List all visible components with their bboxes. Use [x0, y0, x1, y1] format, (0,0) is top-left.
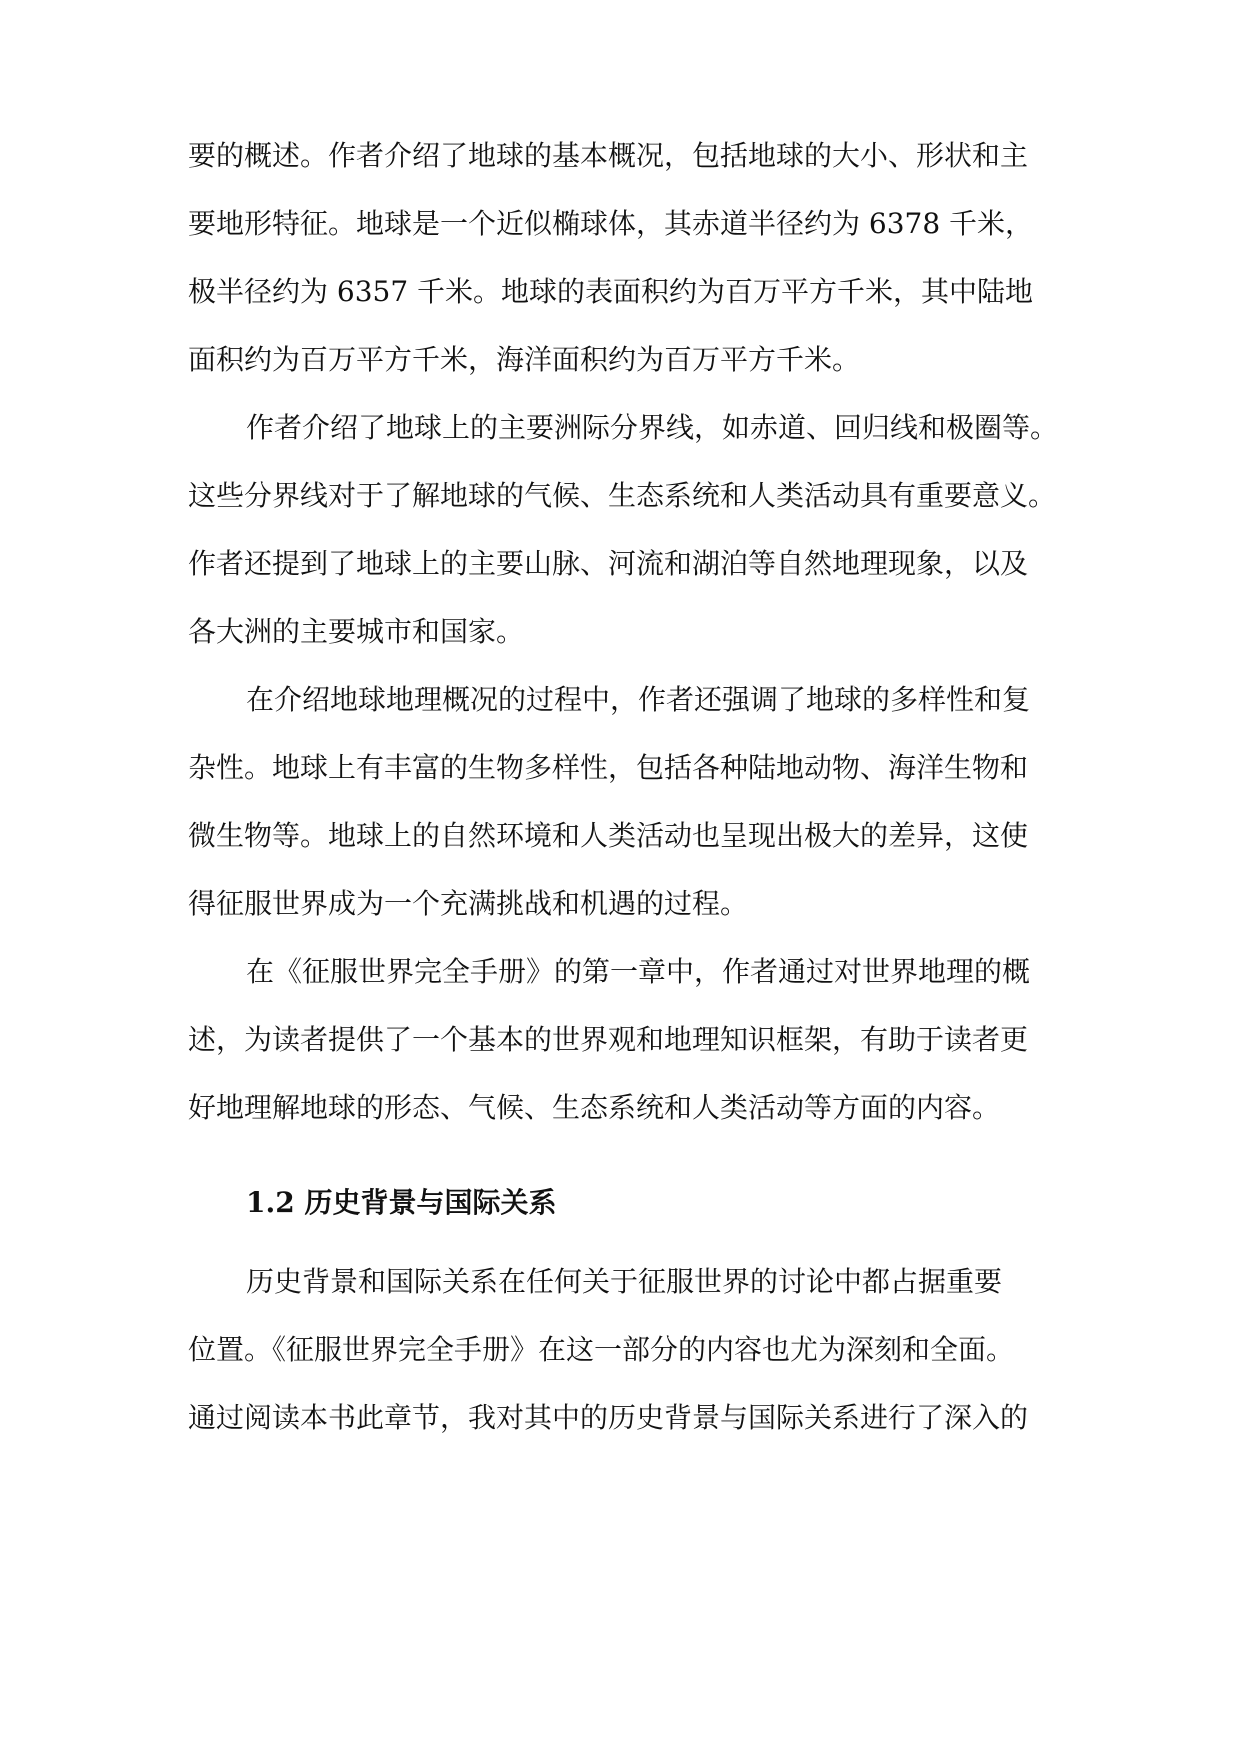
text-line-4: 面积约为百万平方千米，海洋面积约为百万平方千米。 [188, 343, 861, 376]
text-line-5: 作者介绍了地球上的主要洲际分界线，如赤道、回归线和极圈等。 [246, 411, 1058, 444]
text-line-6: 这些分界线对于了解地球的气候、生态系统和人类活动具有重要意义。 [188, 479, 1057, 512]
text-line-10: 杂性。地球上有丰富的生物多样性，包括各种陆地动物、海洋生物和 [188, 751, 1029, 784]
text-line-17: 位置。《征服世界完全手册》在这一部分的内容也尤为深刻和全面。 [188, 1333, 1015, 1366]
text-line-15: 好地理解地球的形态、气候、生态系统和人类活动等方面的内容。 [188, 1091, 1001, 1124]
section-heading: 1.2 历史背景与国际关系 [246, 1186, 557, 1219]
text-line-16: 历史背景和国际关系在任何关于征服世界的讨论中都占据重要 [246, 1265, 1003, 1298]
text-line-9: 在介绍地球地理概况的过程中，作者还强调了地球的多样性和复 [246, 683, 1031, 716]
text-line-7: 作者还提到了地球上的主要山脉、河流和湖泊等自然地理现象，以及 [188, 547, 1029, 580]
text-line-13: 在《征服世界完全手册》的第一章中，作者通过对世界地理的概 [246, 955, 1031, 988]
text-line-14: 述，为读者提供了一个基本的世界观和地理知识框架，有助于读者更 [188, 1023, 1029, 1056]
text-line-12: 得征服世界成为一个充满挑战和机遇的过程。 [188, 887, 749, 920]
text-line-8: 各大洲的主要城市和国家。 [188, 615, 525, 648]
text-line-18: 通过阅读本书此章节，我对其中的历史背景与国际关系进行了深入的 [188, 1401, 1029, 1434]
text-line-1: 要的概述。作者介绍了地球的基本概况，包括地球的大小、形状和主 [188, 139, 1029, 172]
text-line-3: 极半径约为 6357 千米。地球的表面积约为百万平方千米，其中陆地 [188, 275, 1034, 308]
text-line-11: 微生物等。地球上的自然环境和人类活动也呈现出极大的差异，这使 [188, 819, 1029, 852]
text-line-2: 要地形特征。地球是一个近似椭球体，其赤道半径约为 6378 千米， [188, 207, 1034, 240]
